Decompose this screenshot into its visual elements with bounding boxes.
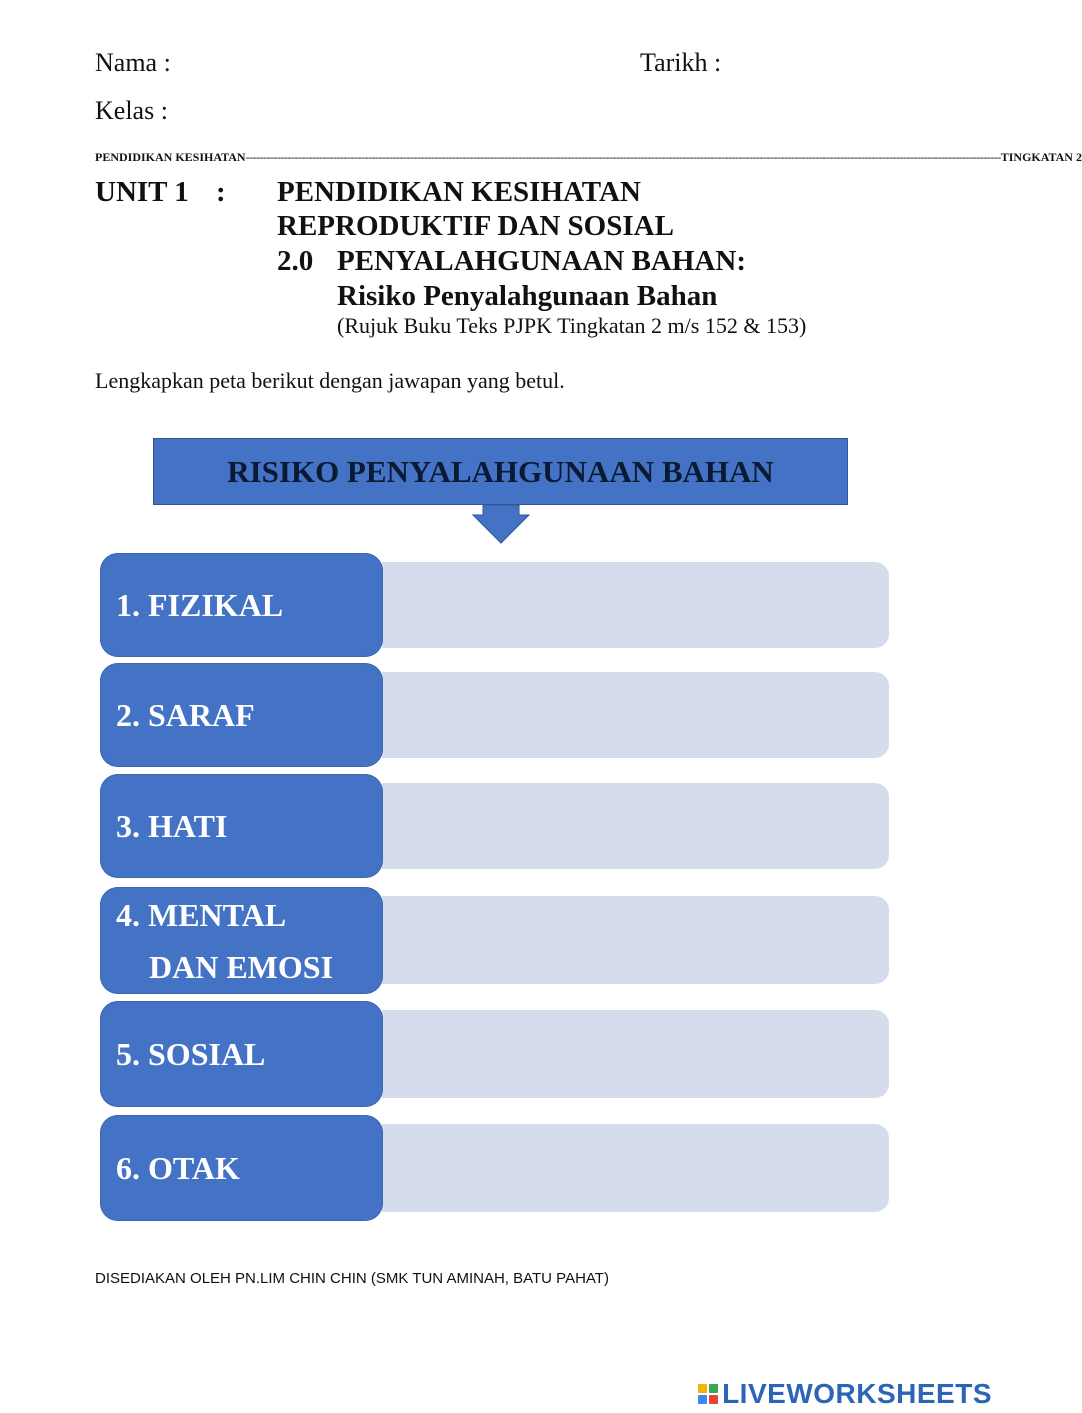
down-arrow-icon xyxy=(471,505,533,545)
unit-label: UNIT 1 xyxy=(95,176,189,208)
nama-field: Nama : xyxy=(95,48,171,77)
logo-text: LIVEWORKSHEETS xyxy=(722,1378,992,1409)
risk-label-fizikal xyxy=(100,553,383,657)
kelas-field: Kelas : xyxy=(95,96,168,125)
liveworksheets-logo xyxy=(698,1378,992,1410)
risk-label-saraf xyxy=(100,663,383,767)
map-heading xyxy=(153,438,848,505)
risk-label-text: 5. SOSIAL xyxy=(116,1035,266,1072)
risk-label-text: 1. FIZIKAL xyxy=(116,586,284,623)
title-line-1: PENDIDIKAN KESIHATAN xyxy=(277,176,641,208)
section-number: 2.0 xyxy=(277,245,314,277)
section-title: PENYALAHGUNAAN BAHAN: xyxy=(337,245,746,277)
tarikh-field: Tarikh : xyxy=(640,48,722,77)
title-line-2: REPRODUKTIF DAN SOSIAL xyxy=(277,210,674,242)
unit-colon: : xyxy=(216,176,226,208)
logo-mark-icon xyxy=(698,1384,718,1404)
risk-label-text: 3. HATI xyxy=(116,807,228,844)
prepared-by-footer: DISEDIAKAN OLEH PN.LIM CHIN CHIN (SMK TUN AMINAH, BATU PAHAT) xyxy=(95,1270,609,1287)
answer-box-saraf[interactable] xyxy=(382,672,889,758)
textbook-reference: (Rujuk Buku Teks PJPK Tingkatan 2 m/s 152 & 153) xyxy=(337,313,807,338)
risk-label-text: 2. SARAF xyxy=(116,696,255,733)
answer-box-hati[interactable] xyxy=(382,783,889,869)
instruction-text: Lengkapkan peta berikut dengan jawapan yang betul. xyxy=(95,368,565,393)
risk-label-otak xyxy=(100,1115,383,1221)
risk-label-hati xyxy=(100,774,383,878)
section-subtitle: Risiko Penyalahgunaan Bahan xyxy=(337,280,718,312)
answer-box-mental-emosi[interactable] xyxy=(382,896,889,984)
answer-box-otak[interactable] xyxy=(382,1124,889,1212)
answer-box-fizikal[interactable] xyxy=(382,562,889,648)
risk-label-mental-emosi xyxy=(100,887,383,994)
risk-label-text: 4. MENTAL xyxy=(116,896,287,933)
answer-box-sosial[interactable] xyxy=(382,1010,889,1098)
risk-label-text: 6. OTAK xyxy=(116,1149,240,1186)
map-heading-text: RISIKO PENYALAHGUNAAN BAHAN xyxy=(227,453,774,489)
risk-label-sosial xyxy=(100,1001,383,1107)
subject-header-right: TINGKATAN 2 xyxy=(1000,150,1082,164)
header-divider: ------------------------------------------------------------------------------------------------------------------------------------------------------------------------------------------------------------------------ xyxy=(245,150,1001,164)
subject-header xyxy=(95,150,1082,165)
subject-header-left: PENDIDIKAN KESIHATAN xyxy=(95,150,246,164)
risk-label-text-line-2: DAN EMOSI xyxy=(149,948,334,985)
